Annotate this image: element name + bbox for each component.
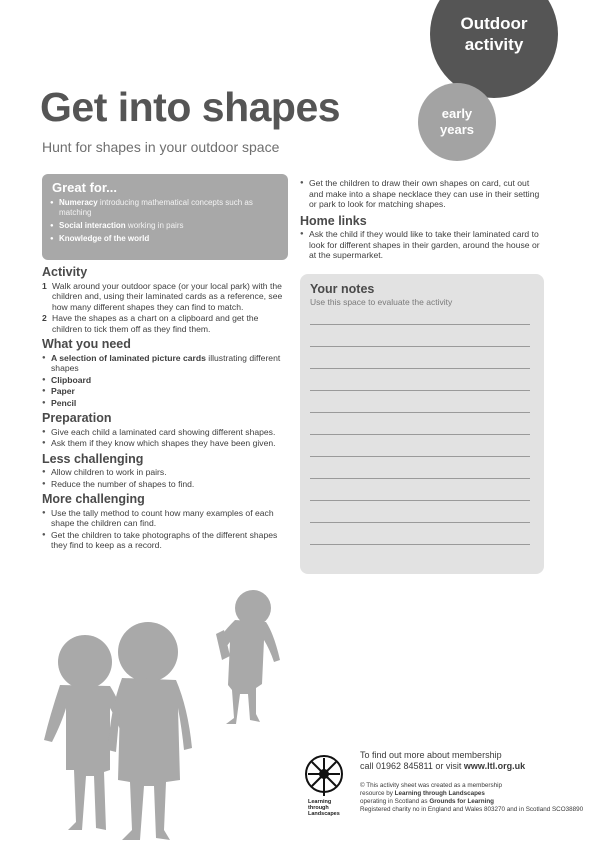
footer-small-line: operating in Scotland as xyxy=(360,798,430,805)
footer-small-line: Registered charity no in England and Wales 803270 and in Scotland SCO38890 xyxy=(360,806,584,813)
what-you-need-section xyxy=(42,339,287,408)
list-item xyxy=(42,386,287,397)
list-item: ● Use the tally method to count how many examples of each shape the children can find. xyxy=(42,508,287,529)
list-item: ● Get the children to take photographs of the different shapes they find to keep as a record. xyxy=(42,530,287,551)
list-item: ● Allow children to work in pairs. xyxy=(42,467,287,478)
preparation-section xyxy=(42,413,287,449)
badge-main-line2: activity xyxy=(464,35,524,54)
great-for-heading: Great for... xyxy=(52,180,118,195)
footer-line2: call 01962 845811 or visit xyxy=(360,761,464,771)
item-bold: Clipboard xyxy=(51,374,92,385)
list-item xyxy=(42,353,287,374)
badge-main-line1: Outdoor xyxy=(460,14,528,33)
notes-line[interactable] xyxy=(310,522,530,523)
footer-legal xyxy=(360,782,583,814)
list-item: ● Ask them if they know which shapes they have been given. xyxy=(42,438,287,449)
logo-text-line: through xyxy=(308,805,329,811)
children-silhouette-image xyxy=(30,590,280,845)
page-title: Get into shapes xyxy=(40,84,341,130)
notes-line[interactable] xyxy=(310,324,530,325)
footer-small-line: resource by xyxy=(360,790,395,797)
notes-heading: Your notes xyxy=(310,282,375,296)
item-text: illustrating different shapes xyxy=(51,352,281,373)
item-text: introducing mathematical concepts such as matching xyxy=(59,198,253,217)
list-item xyxy=(42,313,287,334)
item-bold: A selection of laminated picture cards xyxy=(51,352,206,363)
step-number: 2 xyxy=(42,313,47,323)
page-subtitle: Hunt for shapes in your outdoor space xyxy=(42,139,280,155)
footer-line1: To find out more about membership xyxy=(360,750,502,760)
notes-line[interactable] xyxy=(310,412,530,413)
notes-line[interactable] xyxy=(310,390,530,391)
activity-heading: Activity xyxy=(42,265,88,279)
notes-box xyxy=(300,274,544,574)
list-item xyxy=(42,375,287,386)
badge-age-line1: early xyxy=(441,106,473,121)
logo-text-line: Landscapes xyxy=(308,811,340,817)
item-bold: Paper xyxy=(51,386,75,396)
notes-line[interactable] xyxy=(310,346,530,347)
more-challenging-section xyxy=(42,494,287,551)
great-for-list xyxy=(42,198,288,244)
item-bold: Pencil xyxy=(51,397,77,408)
list-item xyxy=(42,398,287,409)
left-column xyxy=(42,267,287,556)
less-challenging-heading: Less challenging xyxy=(42,451,144,466)
list-item: ● Give each child a laminated card showing different shapes. xyxy=(42,427,287,438)
list-item xyxy=(50,198,280,218)
footer-url-link[interactable]: www.ltl.org.uk xyxy=(463,761,526,771)
what-you-need-heading: What you need xyxy=(42,337,131,351)
item-bold: Social interaction xyxy=(59,221,126,230)
item-bold: Numeracy xyxy=(59,198,98,207)
age-badge xyxy=(418,83,496,161)
item-bold: Knowledge of the world xyxy=(59,234,150,243)
step-text: Have the shapes as a chart on a clipboard and get the children to tick them off as they find them. xyxy=(52,313,259,334)
logo-text-line: Learning xyxy=(308,799,332,805)
notes-line[interactable] xyxy=(310,456,530,457)
notes-line[interactable] xyxy=(310,478,530,479)
right-column xyxy=(300,178,545,262)
great-for-box xyxy=(42,174,288,260)
notes-hint: Use this space to evaluate the activity xyxy=(310,297,453,307)
notes-line[interactable] xyxy=(310,368,530,369)
item-text: working in pairs xyxy=(125,221,184,230)
list-item xyxy=(50,221,280,231)
badge-age-line2: years xyxy=(440,122,474,137)
preparation-heading: Preparation xyxy=(42,411,112,425)
list-item: ● Reduce the number of shapes to find. xyxy=(42,479,287,490)
step-text: Walk around your outdoor space (or your local park) with the children and, using their laminated cards as a reference, see how many different shapes they can find to match. xyxy=(52,280,283,312)
notes-line[interactable] xyxy=(310,434,530,435)
home-links-heading: Home links xyxy=(300,213,367,228)
ltl-logo-text xyxy=(308,799,340,817)
footer-small-bold: Learning through Landscapes xyxy=(394,790,485,797)
activity-section xyxy=(42,267,287,334)
list-item: ● Ask the child if they would like to take their laminated card to look for different shapes in their garden, around the house or at the supermarket. xyxy=(300,229,545,261)
list-item xyxy=(42,281,287,313)
footer-small-line: © This activity sheet was created as a membership xyxy=(360,782,503,789)
step-number: 1 xyxy=(42,280,47,291)
notes-line[interactable] xyxy=(310,500,530,501)
less-challenging-section xyxy=(42,451,287,490)
list-item: ● Get the children to draw their own shapes on card, cut out and make into a shape necklace they can use in their setting or park to look for matching shapes. xyxy=(300,178,545,210)
more-challenging-heading: More challenging xyxy=(42,492,145,506)
list-item xyxy=(50,234,280,244)
footer-membership-info xyxy=(360,750,525,772)
notes-line[interactable] xyxy=(310,544,530,545)
footer-small-bold: Grounds for Learning xyxy=(429,798,495,805)
